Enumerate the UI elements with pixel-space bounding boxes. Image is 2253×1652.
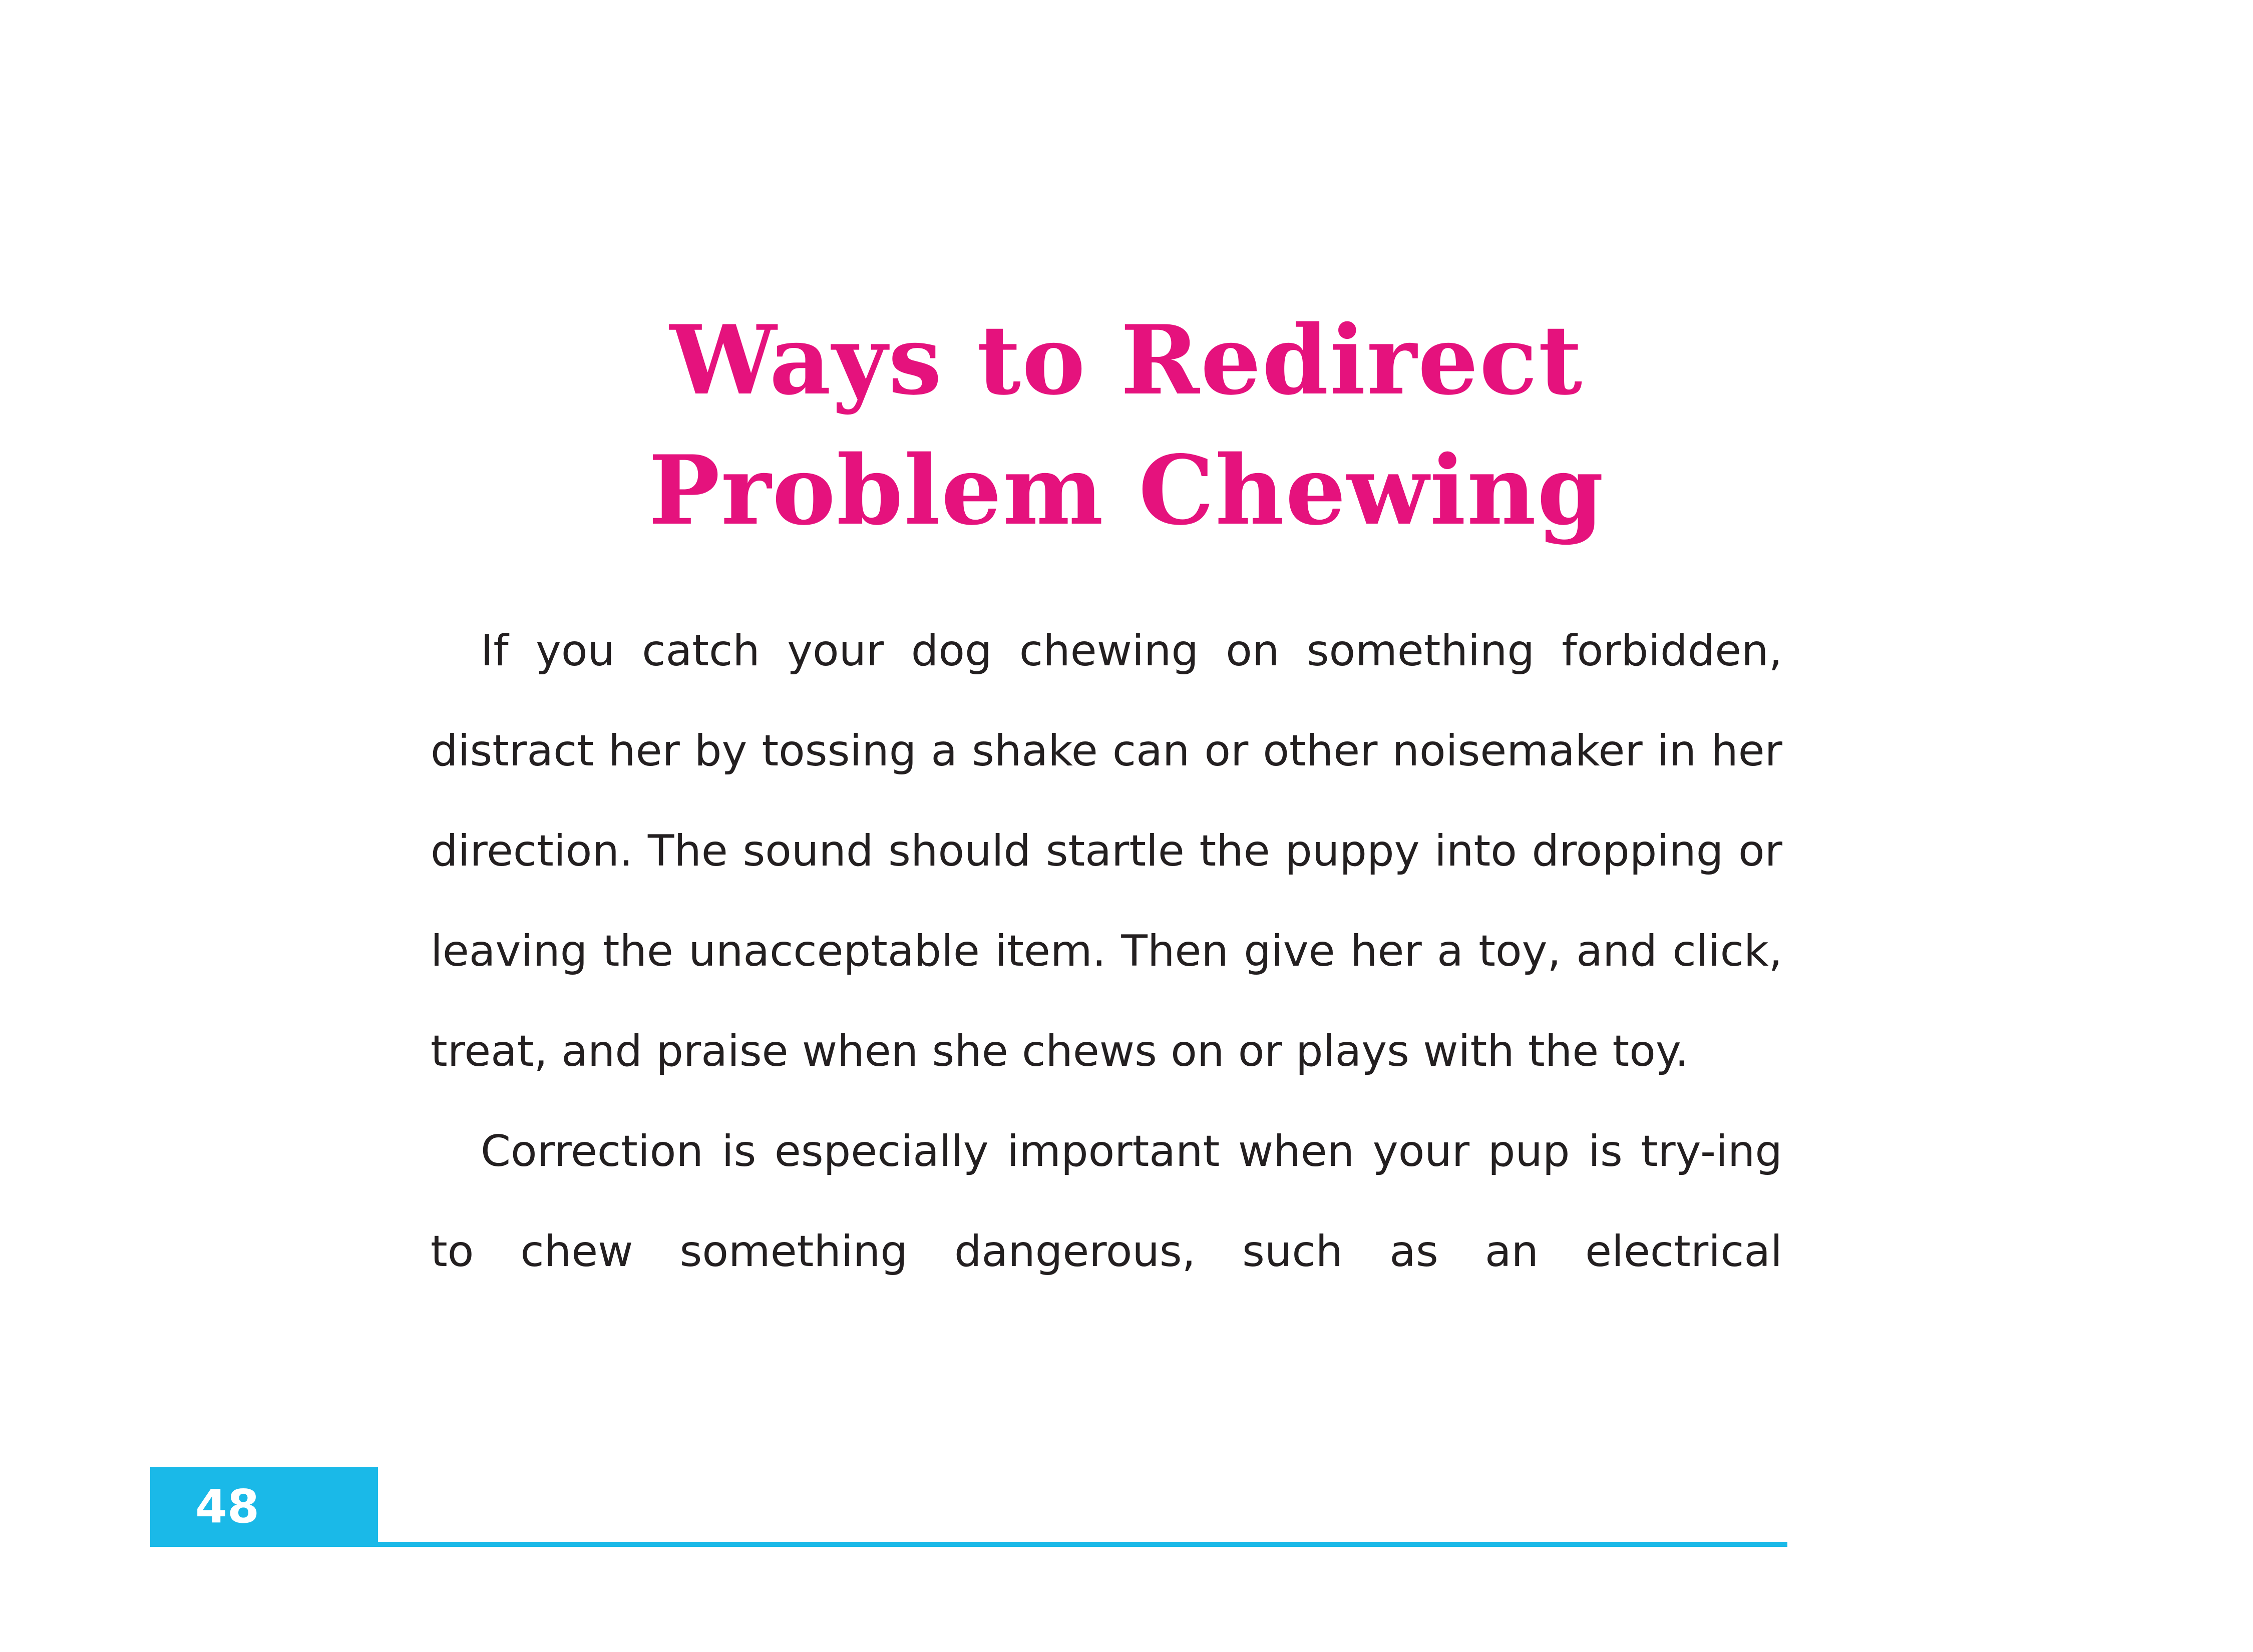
page-number-box [150,1467,378,1547]
paragraph-2: Correction is especially important when your pup is try-ing to chew something dangerous, such as an electrical [431,1126,1782,1277]
title-line-2: Problem Chewing [648,435,1605,546]
footer-rule [150,1542,1787,1547]
title-line-1: Ways to Redirect [669,304,1584,416]
body-text [431,601,1782,1302]
paragraph-1: If you catch your dog chewing on something forbidden, distract her by tossing a shake can or other noisemaker in her direction. The sound should startle the puppy into dropping or leaving the unacceptable item. Then give her a toy, and click, treat, and praise when she chews on or plays with the toy. [431,626,1782,1076]
page-title [431,295,1822,556]
page-number: 48 [195,1480,260,1533]
page-footer [150,1467,1787,1547]
